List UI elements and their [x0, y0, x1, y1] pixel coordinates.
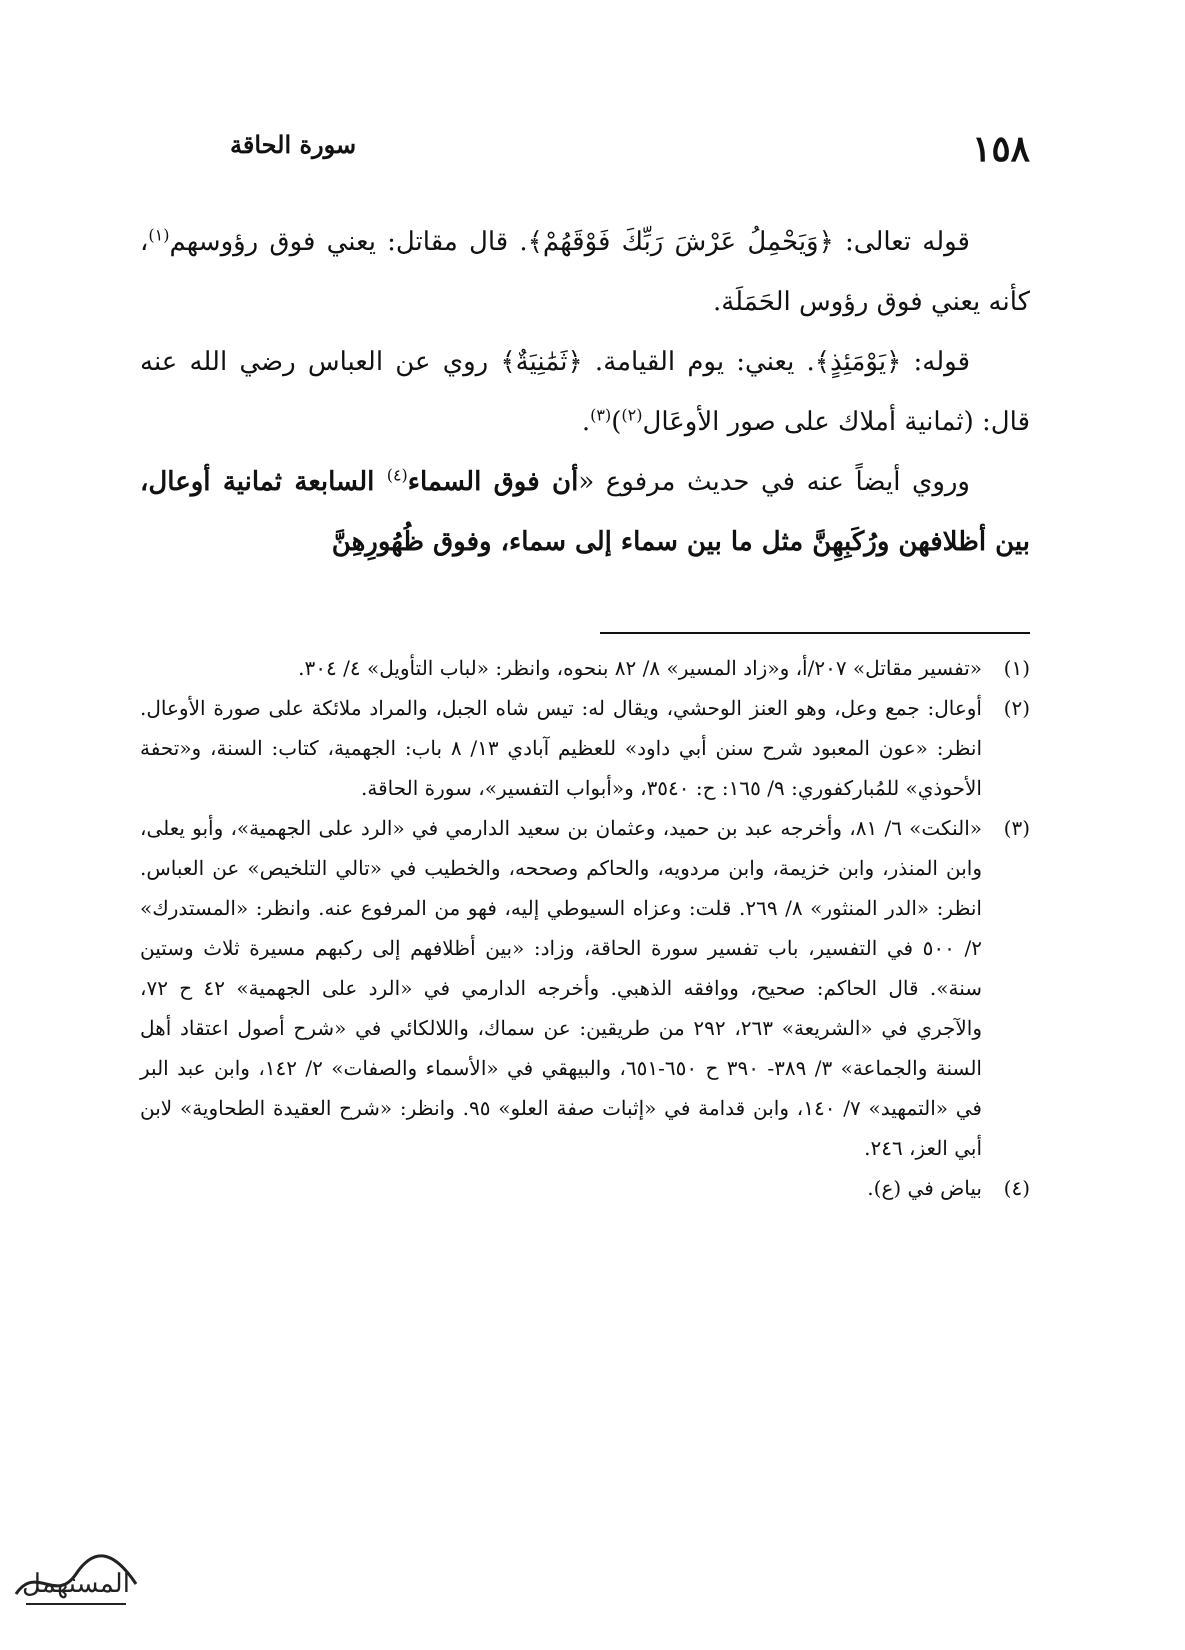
- footnote-text: أوعال: جمع وعل، وهو العنز الوحشي، ويقال له: تيس شاه الجبل، والمراد ملائكة على صورة الأوعال. انظر: «عون المعبود شرح سنن أبي داود» للعظيم آبادي ١٣/ ٨ باب: الجهمية، كتاب: السنة، و«تحفة الأحوذي» للمُباركفوري: ٩/ ١٦٥: ح: ٣٥٤٠، و«أبواب التفسير»، سورة الحاقة.: [140, 696, 983, 800]
- footnote-text: «تفسير مقاتل» ٢٠٧/أ، و«زاد المسير» ٨/ ٨٢ بنحوه، وانظر: «لباب التأويل» ٤/ ٣٠٤.: [298, 656, 982, 680]
- footnote-text: بياض في (ع).: [867, 1176, 982, 1200]
- footnote-ref-4: (٤): [386, 465, 408, 485]
- main-text: [140, 212, 1030, 572]
- footnotes: [140, 648, 1030, 1208]
- footnote-ref-3: (٣): [590, 405, 612, 425]
- footnote-number: (٢): [1003, 696, 1030, 720]
- footnote-ref-1: (١): [148, 225, 170, 245]
- footnote-1: [140, 648, 1030, 688]
- paragraph-3-text: وروي أيضاً عنه في حديث مرفوع «: [578, 467, 970, 497]
- footnote-text: «النكت» ٦/ ٨١، وأخرجه عبد بن حميد، وعثمان بن سعيد الدارمي في «الرد على الجهمية»، وأبو يعلى، وابن المنذر، وابن خزيمة، وابن مردويه، والحاكم وصححه، والخطيب في «تالي التلخيص» عن العباس. انظر: «الدر المنثور» ٨/ ٢٦٩. قلت: وعزاه السيوطي إليه، فهو من المرفوع عنه. وانظر: «المستدرك» ٢/ ٥٠٠ في التفسير، باب تفسير سورة الحاقة، وزاد: «بين أظلافهم إلى ركبهم مسيرة ثلاث وستين سنة». قال الحاكم: صحيح، ووافقه الذهبي. وأخرجه الدارمي في «الرد على الجهمية» ٤٢ ح ٧٢، والآجري في «الشريعة» ٢٦٣، ٢٩٢ من طريقين: عن سماك، واللالكائي في «شرح أصول اعتقاد أهل السنة والجماعة» ٣/ ٣٨٩- ٣٩٠ ح ٦٥٠-٦٥١، والبيهقي في «الأسماء والصفات» ٢/ ١٤٢، وابن عبد البر في «التمهيد» ٧/ ١٤٠، وابن قدامة في «إثبات صفة العلو» ٩٥. وانظر: «شرح العقيدة الطحاوية» لابن أبي العز، ٢٤٦.: [140, 816, 983, 1160]
- footnote-number: (٣): [1003, 816, 1030, 840]
- paragraph-3-bold-2: السابعة ثمانية أوعال، بين أظلافهن ورُكَبِهِنَّ مثل ما بين سماء إلى سماء، وفوق ظُهُورِهِنَّ: [140, 467, 1030, 557]
- chapter-title: سورة الحاقة: [230, 130, 357, 159]
- page-header: [150, 128, 1030, 188]
- page-number: ١٥٨: [971, 128, 1030, 170]
- paragraph-2: [140, 332, 1030, 452]
- watermark-text: المستهمل: [22, 1569, 130, 1599]
- paragraph-2-text: قوله: ﴿يَوْمَئِذٍ﴾. يعني: يوم القيامة. ﴿ثَمَٰنِيَةٌ﴾ روي عن العباس رضي الله عنه قال: (ثمانية أملاك على صور الأوعَال: [140, 347, 1030, 437]
- footnote-number: (٤): [1003, 1176, 1030, 1200]
- paragraph-1-text-2: ، كأنه يعني فوق رؤوس الحَمَلَة.: [140, 227, 1030, 317]
- paragraph-1: [140, 212, 1030, 332]
- paragraph-1-text: قوله تعالى: ﴿وَيَحْمِلُ عَرْشَ رَبِّكَ فَوْقَهُمْ﴾. قال مقاتل: يعني فوق رؤوسهم: [169, 227, 970, 257]
- paragraph-3-bold-1: أن فوق السماء: [407, 467, 579, 497]
- paragraph-3: [140, 452, 1030, 572]
- footnote-4: [140, 1168, 1030, 1208]
- footnote-number: (١): [1003, 656, 1030, 680]
- footnote-ref-2: (٢): [621, 405, 643, 425]
- footnote-2: [140, 688, 1030, 808]
- paragraph-2-text-2: ): [611, 407, 622, 437]
- paragraph-2-text-3: .: [581, 407, 591, 437]
- footnote-divider: [600, 632, 1030, 634]
- watermark-logo: [6, 1524, 146, 1624]
- footnote-3: [140, 808, 1030, 1168]
